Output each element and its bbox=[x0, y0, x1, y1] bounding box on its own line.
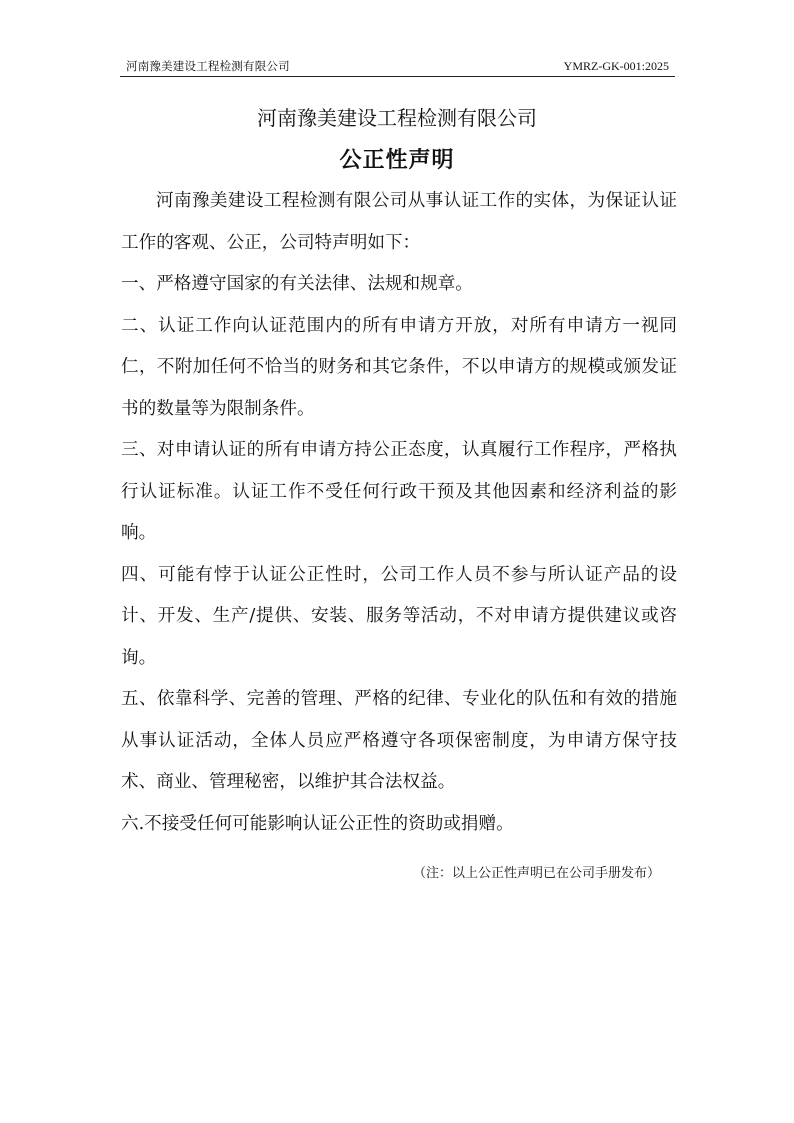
clause-1: 一、严格遵守国家的有关法律、法规和规章。 bbox=[121, 274, 473, 294]
clause-5: 五、依靠科学、完善的管理、严格的纪律、专业化的队伍和有效的措施从事认证活动，全体人员应严格遵守各项保密制度，为申请方保守技术、商业、管理秘密，以维护其合法权益。 bbox=[121, 689, 677, 792]
header-document-code: YMRZ-GK-001:2025 bbox=[563, 59, 669, 73]
intro-paragraph: 河南豫美建设工程检测有限公司从事认证工作的实体，为保证认证工作的客观、公正，公司特声明如下： bbox=[121, 191, 677, 253]
document-title: 公正性声明 bbox=[339, 148, 455, 173]
clause-3: 三、对申请认证的所有申请方持公正态度，认真履行工作程序，严格执行认证标准。认证工作不受任何行政干预及其他因素和经济利益的影响。 bbox=[121, 440, 677, 543]
header-company-name: 河南豫美建设工程检测有限公司 bbox=[126, 59, 290, 73]
clause-2: 二、认证工作向认证范围内的所有申请方开放，对所有申请方一视同仁，不附加任何不恰当的财务和其它条件，不以申请方的规模或颁发证书的数量等为限制条件。 bbox=[121, 315, 677, 419]
declaration-body bbox=[121, 181, 677, 845]
clause-6: 六.不接受任何可能影响认证公正性的资助或捐赠。 bbox=[121, 813, 514, 834]
company-title: 河南豫美建设工程检测有限公司 bbox=[257, 106, 537, 130]
page-header bbox=[120, 58, 675, 77]
publication-note: （注：以上公正性声明已在公司手册发布） bbox=[412, 866, 660, 881]
clause-4: 四、可能有悖于认证公正性时，公司工作人员不参与所认证产品的设计、开发、生产/提供、安装、服务等活动，不对申请方提供建议或咨询。 bbox=[121, 564, 677, 668]
